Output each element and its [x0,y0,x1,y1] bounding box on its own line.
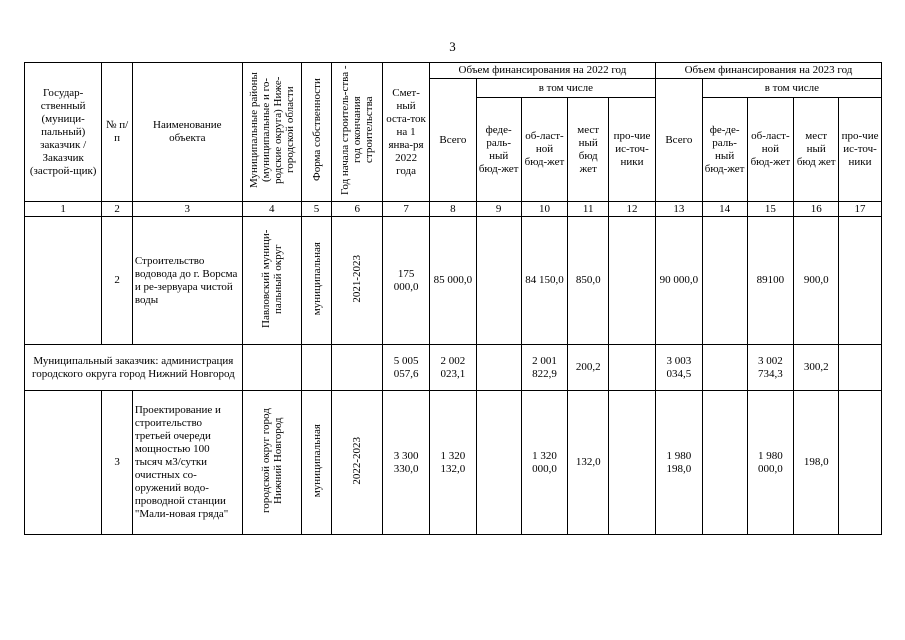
local-2023-cell: 198,0 [794,391,839,535]
empty-cell [839,345,882,391]
empty-cell [332,345,383,391]
district-text: городской округ город Нижний Новгород [259,408,284,513]
empty-cell [301,345,332,391]
header-including-2022: в том числе [476,79,655,98]
federal-2023-cell [702,391,747,535]
header-num: № п/п [102,63,133,202]
column-number: 13 [655,202,702,217]
row-num: 3 [102,391,133,535]
column-number: 6 [332,202,383,217]
federal-2022-cell [476,391,521,535]
column-number: 11 [568,202,609,217]
total-2023-cell: 1 980 198,0 [655,391,702,535]
subtotal-local-2022: 200,2 [568,345,609,391]
header-federal-2023: фе-де-раль-ный бюд-жет [702,98,747,202]
other-2023-cell [839,391,882,535]
local-2023-cell: 900,0 [794,217,839,345]
ownership-cell [301,217,332,345]
header-fin-2023: Объем финансирования на 2023 год [655,63,881,79]
object-name: Проектирование и строительство третьей очереди мощностью 100 тысяч м3/сутки очистных со-оружений водо-проводной станции "Мали-новая гряда" [132,391,242,535]
federal-2023-cell [702,217,747,345]
subtotal-total-2023: 3 003 034,5 [655,345,702,391]
local-2022-cell: 132,0 [568,391,609,535]
table-row [25,217,882,345]
column-number: 14 [702,202,747,217]
column-number: 2 [102,202,133,217]
subtotal-label: Муниципальный заказчик: администрация городского округа город Нижний Новгород [25,345,243,391]
subtotal-regional-2023: 3 002 734,3 [747,345,794,391]
column-number: 16 [794,202,839,217]
object-name: Строительство водовода до г. Ворсма и ре-зервуара чистой воды [132,217,242,345]
page-number: 3 [449,39,456,54]
years-text: 2022-2023 [351,436,364,485]
other-2022-cell [609,391,656,535]
federal-2022-cell [476,217,521,345]
column-number: 15 [747,202,794,217]
column-number: 12 [609,202,656,217]
column-number: 10 [521,202,568,217]
regional-2022-cell: 84 150,0 [521,217,568,345]
column-number: 5 [301,202,332,217]
district-cell [242,217,301,345]
header-customer: Государ-ственный (муници-пальный) заказчик / Заказчик (застрой-щик) [25,63,102,202]
column-number: 1 [25,202,102,217]
other-2023-cell [839,217,882,345]
header-ownership [301,63,332,202]
empty-cell [242,345,301,391]
header-other-2022: про-чие ис-точ-ники [609,98,656,202]
empty-cell [702,345,747,391]
remainder-cell: 175 000,0 [383,217,430,345]
ownership-cell [301,391,332,535]
column-number: 4 [242,202,301,217]
header-federal-2022: феде-раль-ный бюд-жет [476,98,521,202]
header-local-2022: мест ный бюд жет [568,98,609,202]
regional-2023-cell: 1 980 000,0 [747,391,794,535]
district-text: Павловский муници-пальный округ [259,229,284,328]
column-number: 8 [429,202,476,217]
regional-2022-cell: 1 320 000,0 [521,391,568,535]
ownership-text: муниципальная [310,423,323,498]
remainder-cell: 3 300 330,0 [383,391,430,535]
years-cell [332,391,383,535]
header-years-text: Год начала строитель-ства - год окончания строительства [339,65,376,195]
header-districts-text: Муниципальные районы (муниципальные и го-родские округа) Ниже-городской области [247,72,296,188]
column-number: 3 [132,202,242,217]
header-remainder: Смет-ный оста-ток на 1 янва-ря 2022 года [383,63,430,202]
column-number: 9 [476,202,521,217]
subtotal-row [25,345,882,391]
column-numbers-row [25,202,882,217]
total-2022-cell: 85 000,0 [429,217,476,345]
header-districts [242,63,301,202]
table-row [25,391,882,535]
subtotal-local-2023: 300,2 [794,345,839,391]
empty-cell [609,345,656,391]
header-regional-2023: об-ласт-ной бюд-жет [747,98,794,202]
subtotal-remainder: 5 005 057,6 [383,345,430,391]
header-total-2022: Всего [429,79,476,202]
subtotal-regional-2022: 2 001 822,9 [521,345,568,391]
total-2023-cell: 90 000,0 [655,217,702,345]
header-including-2023: в том числе [702,79,881,98]
header-regional-2022: об-ласт-ной бюд-жет [521,98,568,202]
header-local-2023: мест ный бюд жет [794,98,839,202]
column-number: 17 [839,202,882,217]
local-2022-cell: 850,0 [568,217,609,345]
header-total-2023: Всего [655,79,702,202]
header-other-2023: про-чие ис-точ-ники [839,98,882,202]
district-cell [242,391,301,535]
ownership-text: муниципальная [310,241,323,316]
financing-table [24,62,882,535]
total-2022-cell: 1 320 132,0 [429,391,476,535]
header-object-name: Наименование объекта [132,63,242,202]
header-ownership-text: Форма собственности [310,78,323,182]
years-text: 2021-2023 [351,254,364,303]
header-fin-2022: Объем финансирования на 2022 год [429,63,655,79]
customer-cell [25,217,102,345]
header-years [332,63,383,202]
subtotal-total-2022: 2 002 023,1 [429,345,476,391]
empty-cell [476,345,521,391]
row-num: 2 [102,217,133,345]
column-number: 7 [383,202,430,217]
regional-2023-cell: 89100 [747,217,794,345]
other-2022-cell [609,217,656,345]
customer-cell [25,391,102,535]
years-cell [332,217,383,345]
